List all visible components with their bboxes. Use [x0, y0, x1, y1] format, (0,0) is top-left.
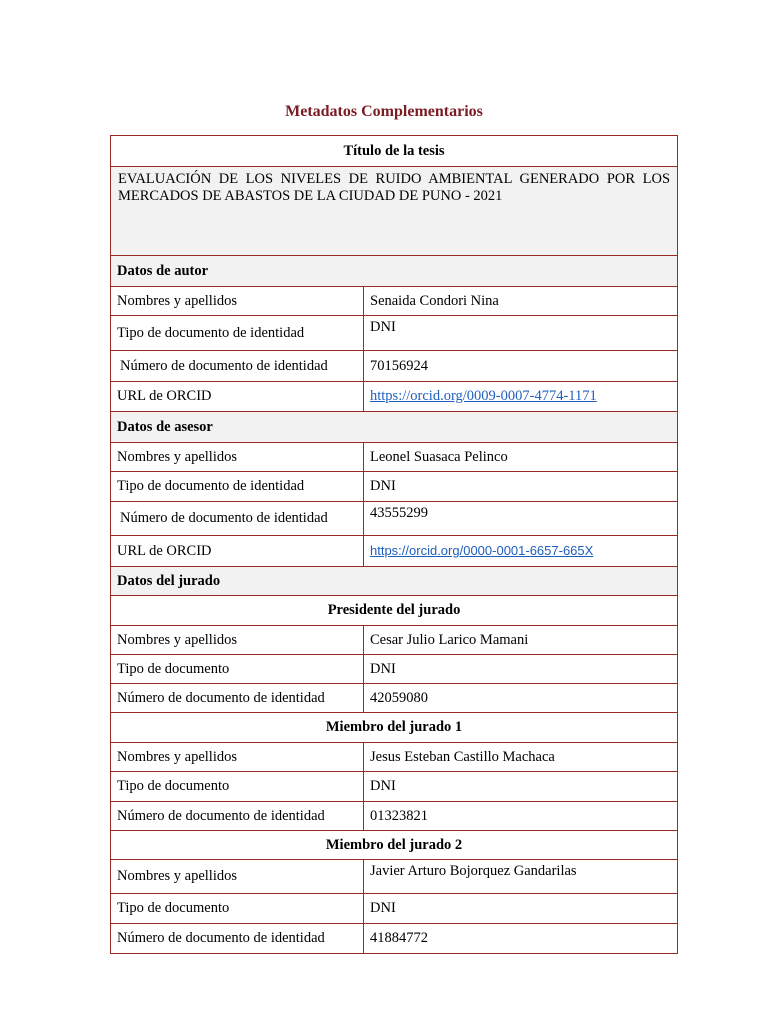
jury-member2-doc-type-label: Tipo de documento — [111, 894, 364, 924]
table-row — [111, 743, 678, 772]
table-row — [111, 772, 678, 802]
advisor-doc-number: 43555299 — [364, 502, 678, 536]
advisor-section-heading: Datos de asesor — [111, 412, 678, 443]
table-row — [111, 684, 678, 713]
jury-member2-doc-number-label: Número de documento de identidad — [111, 924, 364, 954]
metadata-table — [110, 135, 678, 954]
table-row — [111, 472, 678, 502]
table-row — [111, 536, 678, 567]
table-row — [111, 860, 678, 894]
advisor-name-label: Nombres y apellidos — [111, 443, 364, 472]
jury-president-name-label: Nombres y apellidos — [111, 626, 364, 655]
advisor-orcid-cell — [364, 536, 678, 567]
table-row — [111, 443, 678, 472]
advisor-orcid-label: URL de ORCID — [111, 536, 364, 567]
thesis-title-row — [111, 167, 678, 256]
author-doc-number-label: Número de documento de identidad — [111, 351, 364, 382]
jury-president-doc-type-label: Tipo de documento — [111, 655, 364, 684]
jury-member1-doc-type-label: Tipo de documento — [111, 772, 364, 802]
thesis-title: EVALUACIÓN DE LOS NIVELES DE RUIDO AMBIENTAL GENERADO POR LOS MERCADOS DE ABASTOS DE LA CIUDAD DE PUNO - 2021 — [111, 167, 678, 256]
table-row — [111, 502, 678, 536]
jury-member-heading-row — [111, 596, 678, 626]
author-section-row — [111, 256, 678, 287]
thesis-header-row — [111, 136, 678, 167]
table-row — [111, 316, 678, 351]
advisor-doc-number-label: Número de documento de identidad — [111, 502, 364, 536]
jury-member1-doc-type: DNI — [364, 772, 678, 802]
jury-member-heading-row — [111, 831, 678, 860]
author-name: Senaida Condori Nina — [364, 287, 678, 316]
advisor-doc-type-label: Tipo de documento de identidad — [111, 472, 364, 502]
author-orcid-cell — [364, 382, 678, 412]
jury-member2-name-label: Nombres y apellidos — [111, 860, 364, 894]
jury-president-heading: Presidente del jurado — [111, 596, 678, 626]
jury-member-heading-row — [111, 713, 678, 743]
jury-member2-doc-type: DNI — [364, 894, 678, 924]
advisor-section-row — [111, 412, 678, 443]
table-row — [111, 655, 678, 684]
jury-president-doc-number: 42059080 — [364, 684, 678, 713]
jury-member1-name-label: Nombres y apellidos — [111, 743, 364, 772]
advisor-orcid-link[interactable]: https://orcid.org/0000-0001-6657-665X — [370, 543, 594, 558]
thesis-header: Título de la tesis — [111, 136, 678, 167]
jury-president-name: Cesar Julio Larico Mamani — [364, 626, 678, 655]
jury-section-heading: Datos del jurado — [111, 567, 678, 596]
advisor-doc-type: DNI — [364, 472, 678, 502]
author-doc-number: 70156924 — [364, 351, 678, 382]
advisor-name: Leonel Suasaca Pelinco — [364, 443, 678, 472]
author-orcid-link[interactable]: https://orcid.org/0009-0007-4774-1171 — [370, 388, 597, 404]
table-row — [111, 382, 678, 412]
jury-member1-doc-number: 01323821 — [364, 802, 678, 831]
author-orcid-label: URL de ORCID — [111, 382, 364, 412]
jury-president-doc-number-label: Número de documento de identidad — [111, 684, 364, 713]
table-row — [111, 924, 678, 954]
table-row — [111, 351, 678, 382]
table-row — [111, 287, 678, 316]
document-title: Metadatos Complementarios — [285, 103, 483, 120]
table-row — [111, 894, 678, 924]
jury-member2-name: Javier Arturo Bojorquez Gandarilas — [364, 860, 678, 894]
author-doc-type-label: Tipo de documento de identidad — [111, 316, 364, 351]
jury-member2-heading: Miembro del jurado 2 — [111, 831, 678, 860]
jury-member1-heading: Miembro del jurado 1 — [111, 713, 678, 743]
jury-president-doc-type: DNI — [364, 655, 678, 684]
table-row — [111, 626, 678, 655]
jury-member2-doc-number: 41884772 — [364, 924, 678, 954]
jury-member1-doc-number-label: Número de documento de identidad — [111, 802, 364, 831]
table-row — [111, 802, 678, 831]
author-name-label: Nombres y apellidos — [111, 287, 364, 316]
jury-member1-name: Jesus Esteban Castillo Machaca — [364, 743, 678, 772]
author-doc-type: DNI — [364, 316, 678, 351]
author-section-heading: Datos de autor — [111, 256, 678, 287]
jury-section-row — [111, 567, 678, 596]
